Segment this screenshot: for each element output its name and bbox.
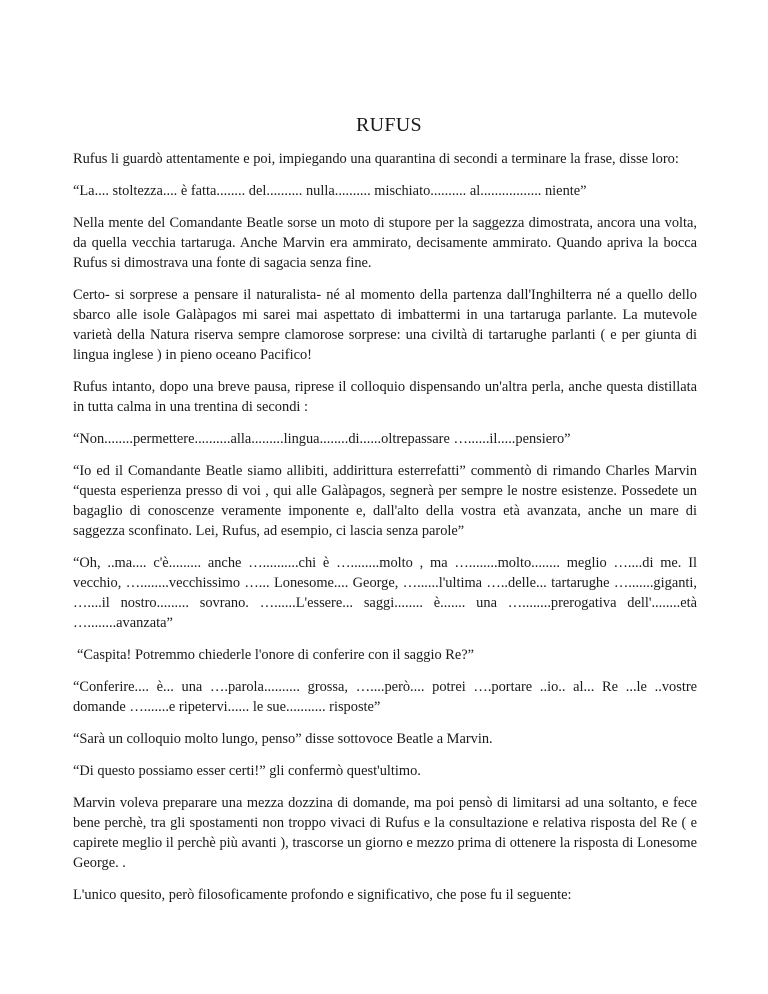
quote-lonesome-george: “Oh, ..ma.... c'è......... anche …..........chi è …........molto , ma …........molto........ meglio …....di me. Il vecchio, …........vecchissimo …... Lonesome.... George, …......l'ultima …..delle... tartarughe ….......giganti, …....il nostro......... sovrano. …......L'essere... saggi........ è....... una …........prerogativa dell'........età …........avanzata” [73,555,697,631]
paragraph-marvin-comment: “Io ed il Comandante Beatle siamo allibiti, addirittura esterrefatti” commentò di rimando Charles Marvin “questa esperienza presso di voi , qui alle Galàpagos, segnerà per sempre le nostre esistenze. Possedete un bagaglio di conoscenze veramente imponente e, dall'alto della vostra età avanzata, anche un mare di saggezza sconfinato. Lei, Rufus, ad esempio, ci lascia senza parole” [73,463,697,539]
document-body [73,149,697,917]
document-title: RUFUS [356,114,422,136]
quote-conferire: “Conferire.... è... una ….parola.......... grossa, …....però.... potrei ….portare ..io.. al... Re ...le ..vostre domande ….......e ripetervi...... le sue........... risposte” [73,679,697,715]
quote-caspita: “Caspita! Potremmo chiederle l'onore di conferire con il saggio Re?” [77,647,474,663]
paragraph-rufus-looked: Rufus li guardò attentamente e poi, impiegando una quarantina di secondi a terminare la frase, disse loro: [73,151,679,167]
paragraph-rufus-pause: Rufus intanto, dopo una breve pausa, riprese il colloquio dispensando un'altra perla, anche questa distillata in tutta calma in una trentina di secondi : [73,379,697,415]
quote-possiamo-esser-certi: “Di questo possiamo esser certi!” gli confermò quest'ultimo. [73,763,421,779]
paragraph-unico-quesito: L'unico quesito, però filosoficamente profondo e significativo, che pose fu il seguente: [73,887,572,903]
paragraph-marvin-domande: Marvin voleva preparare una mezza dozzina di domande, ma poi pensò di limitarsi ad una soltanto, e fece bene perchè, tra gli spostamenti non troppo vivaci di Rufus e la consultazione e relativa risposta del Re ( e capirete meglio il perchè più avanti ), trascorse un giorno e mezzo prima di ottenere la risposta di Lonesome George. . [73,795,697,871]
quote-lingua-pensiero: “Non........permettere..........alla.........lingua........di......oltrepassare …......il.....pensiero” [73,431,571,447]
quote-stoltezza: “La.... stoltezza.... è fatta........ del.......... nulla.......... mischiato.......... al................. niente” [73,183,587,199]
paragraph-beatle-stupore: Nella mente del Comandante Beatle sorse un moto di stupore per la saggezza dimostrata, ancora una volta, da quella vecchia tartaruga. Anche Marvin era ammirato, decisamente ammirato. Quando apriva la bocca Rufus si dimostrava una fonte di sagacia senza fine. [73,215,697,271]
paragraph-naturalist-thoughts: Certo- si sorprese a pensare il naturalista- né al momento della partenza dall'Inghilterra né a quello dello sbarco alle isole Galàpagos mi sarei mai aspettato di imbattermi in una tartaruga parlante. La mutevole varietà della Natura riserva sempre clamorose sorprese: una civiltà di tartarughe parlanti ( e per giunta di lingua inglese ) in pieno oceano Pacifico! [73,287,697,363]
quote-colloquio-lungo: “Sarà un colloquio molto lungo, penso” disse sottovoce Beatle a Marvin. [73,731,493,747]
